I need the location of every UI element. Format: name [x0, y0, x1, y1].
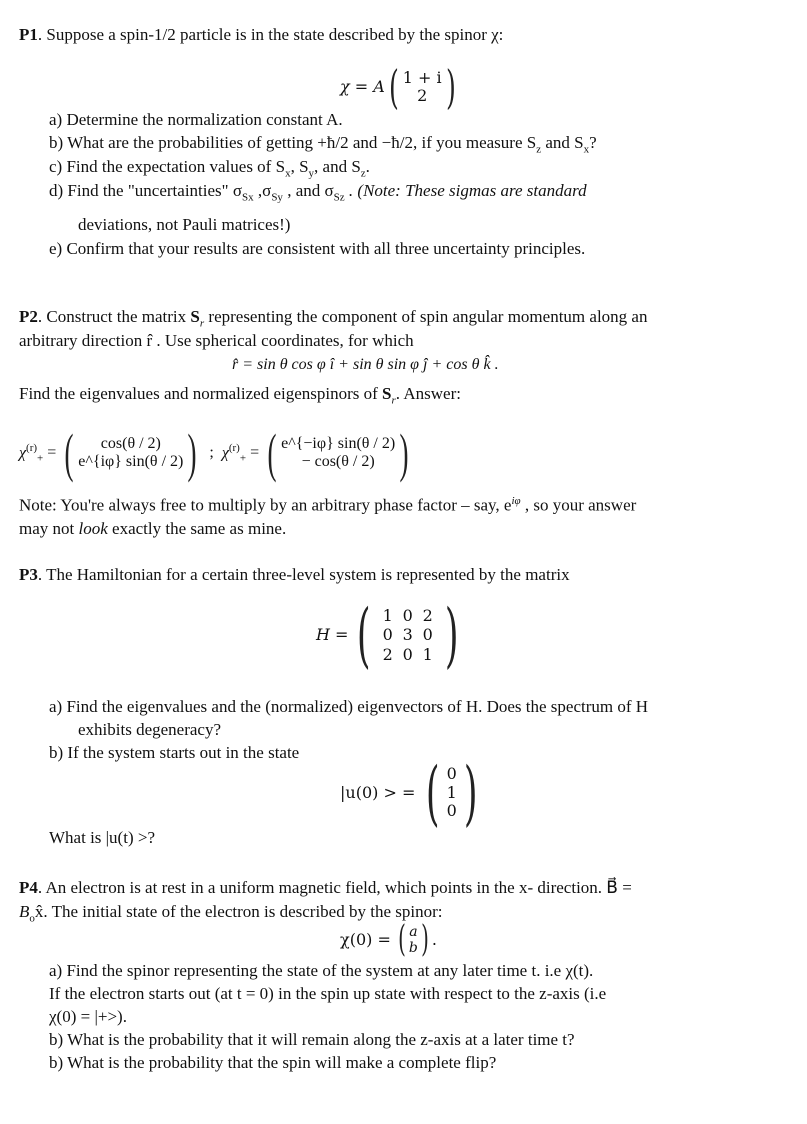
p3-hamiltonian: H = ( 1 0 2 0 3 0 2 0 1 ): [316, 594, 459, 676]
chi-plus-1: $\chi^{(r)}_+$: [19, 441, 44, 465]
p3-item-a: a) Find the eigenvalues and the (normalized) eigenvectors of H. Does the spectrum of H: [49, 697, 649, 716]
p4-intro-line2: $B_ox̂$. The initial state of the electron is described by the spinor:: [19, 902, 443, 925]
chi2-top: e^{−iφ} sin(θ / 2): [281, 434, 396, 452]
chi1-top: cos(θ / 2): [100, 434, 161, 452]
u0-vector: 0 1 0: [446, 764, 457, 821]
p1-item-c: c) Find the expectation values of $S_x$, $S_y$, and $S_z$.: [49, 157, 370, 180]
p4-item-a: a) Find the spinor representing the state of the system at any later time t. i.e χ(t).: [49, 961, 594, 980]
chi-plus-2: $\chi^{(r)}_+$: [221, 441, 247, 465]
p4-initial-spinor: χ(0) = ( a b ) .: [340, 919, 438, 960]
chi1-bottom: e^{iφ} sin(θ / 2): [78, 453, 184, 470]
p4-item-b2: b) What is the probability that the spin will make a complete flip?: [49, 1053, 497, 1072]
p2-intro-line2: arbitrary direction r̂ . Use spherical coordinates, for which: [19, 331, 414, 350]
p2-heading: P2. Construct the matrix $S_r$ representing the component of spin angular momentum along an: [19, 307, 648, 330]
p2-rhat-equation: r̂ = sin θ cos φ î + sin θ sin φ ĵ + cos θ k̂ .: [232, 356, 499, 373]
p1-heading: [19, 24, 503, 46]
chi2-bottom: − cos(θ / 2): [301, 453, 375, 470]
p2-label: P2: [19, 307, 38, 326]
p1-item-d-continued: deviations, not Pauli matrices!): [78, 215, 291, 234]
p4-label: P4: [19, 878, 38, 897]
p1-eq-bottom: 2: [417, 86, 428, 105]
hamiltonian-matrix: 1 0 2 0 3 0 2 0 1: [382, 606, 433, 664]
p2-eigenspinors: $\chi^{(r)}_+$ = ( cos(θ / 2) e^{iφ} sin(θ / 2) ) ; $\chi^{(r)}_+$ = ( e^{−iφ} sin(θ / 2) − cos(θ / 2) ): [19, 423, 409, 483]
p2-find: Find the eigenvalues and normalized eigenspinors of $S_r$. Answer:: [19, 384, 461, 407]
p1-item-d: d) Find the "uncertainties" $\sigma_{Sx}$ $,\sigma_{Sy}$ , and $\sigma_{Sz}$ . (Note: These sigmas are standard: [49, 181, 587, 204]
p4-item-b: b) What is the probability that it will remain along the z-axis at a later time t?: [49, 1030, 575, 1049]
p3-H-lhs: H =: [316, 624, 349, 644]
p3-what: What is |u(t) >?: [49, 828, 155, 847]
p4-item-a-line3: χ(0) = |+>).: [49, 1007, 127, 1026]
p3-label: P3: [19, 565, 38, 584]
p3-item-b: b) If the system starts out in the state: [49, 743, 300, 762]
p1-item-e: e) Confirm that your results are consistent with all three uncertainty principles.: [49, 239, 586, 258]
p3-heading: P3. The Hamiltonian for a certain three-level system is represented by the matrix: [19, 565, 570, 584]
p4-heading: P4. An electron is at rest in a uniform magnetic field, which points in the x- direction. B⃗ =: [19, 878, 632, 897]
p1-item-b: b) What are the probabilities of getting +ħ/2 and −ħ/2, if you measure $S_z$ and $S_x$?: [49, 133, 597, 156]
p1-intro: . Suppose a spin-1/2 particle is in the state described by the spinor χ:: [37, 25, 504, 44]
p1-label: P1: [19, 25, 38, 44]
p1-eq-top: 1 + i: [402, 67, 442, 87]
p3-item-a-line2: exhibits degeneracy?: [78, 720, 222, 739]
p3-initial-state: |u(0) > = ( 0 1 0 ): [340, 752, 478, 834]
p2-note: Note: You're always free to multiply by an arbitrary phase factor – say, $e^{i\varphi}$ , so your answer: [19, 495, 637, 515]
p2-note-line2: may not look exactly the same as mine.: [19, 519, 287, 538]
p1-equation: χ = A ( 1 + i 2 ): [340, 60, 456, 114]
p4-item-a-line2: If the electron starts out (at t = 0) in the spin up state with respect to the z-axis (i.e: [49, 984, 607, 1003]
p1-eq-lhs: χ = A: [340, 76, 385, 96]
p1-item-a: a) Determine the normalization constant A.: [49, 110, 343, 129]
